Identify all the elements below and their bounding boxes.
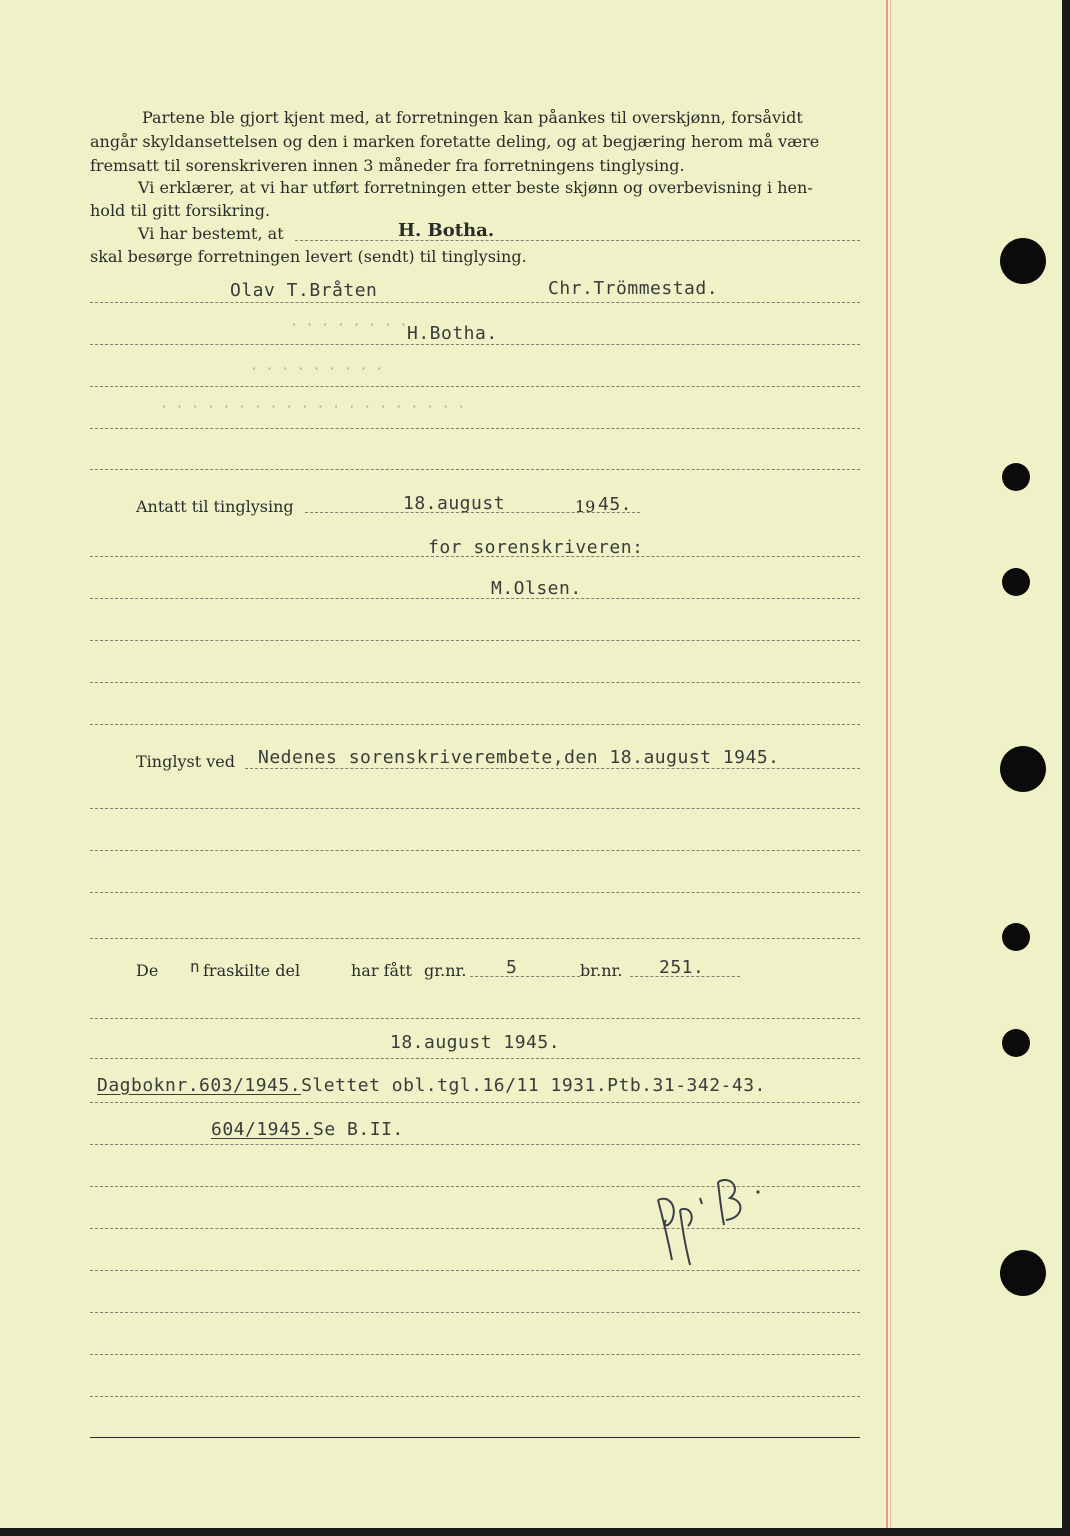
tinglyst-label: Tinglyst ved — [136, 752, 235, 771]
entry2-label: 604/1945. — [211, 1119, 314, 1140]
paragraph-line-3: fremsatt til sorenskriveren innen 3 måneder fra forretningens tinglysing. — [90, 156, 685, 175]
rule — [90, 682, 860, 683]
gnr-rule — [470, 976, 580, 977]
rule — [90, 1018, 860, 1019]
rule — [90, 1102, 860, 1103]
antatt-year-prefix: 19 — [575, 497, 596, 516]
bleed-through-mark: · · · · · · · · — [290, 318, 408, 333]
rule — [90, 302, 860, 303]
signature-center: H.Botha. — [407, 323, 498, 344]
rule — [90, 1144, 860, 1145]
frask-de: De — [136, 961, 159, 980]
signature-right: Chr.Trömmestad. — [548, 278, 719, 299]
entry2-text: Se B.II. — [313, 1119, 404, 1140]
rule — [90, 892, 860, 893]
punch-hole — [1002, 463, 1030, 491]
olsen-signature: M.Olsen. — [491, 578, 582, 599]
antatt-label: Antatt til tinglysing — [136, 497, 294, 516]
bestemt-name: H. Botha. — [398, 220, 495, 241]
dagbok-entry — [97, 1075, 766, 1096]
antatt-year-suffix: 45. — [598, 494, 633, 515]
rule — [90, 1396, 860, 1397]
rule — [90, 556, 860, 557]
rule — [90, 640, 860, 641]
rule — [90, 1058, 860, 1059]
rule — [90, 469, 860, 470]
rule — [90, 938, 860, 939]
bestemt-rule — [295, 240, 860, 241]
rule — [90, 1354, 860, 1355]
bleed-through-mark: · · · · · · · · · — [250, 362, 384, 377]
frask-fraskilte: fraskilte del — [203, 961, 301, 980]
tinglyst-rule — [245, 768, 860, 769]
for-sorenskriveren: for sorenskriveren: — [428, 537, 644, 558]
rule — [90, 808, 860, 809]
paragraph-line-1: Partene ble gjort kjent med, at forretningen kan påankes til overskjønn, forsåvidt — [142, 108, 803, 127]
margin-line-secondary — [890, 0, 891, 1528]
punch-hole — [1000, 238, 1046, 284]
date-2: 18.august 1945. — [390, 1032, 561, 1053]
punch-hole — [1002, 1029, 1030, 1057]
frask-gnr-label: gr.nr. — [424, 961, 467, 980]
dagbok-text: Slettet obl.tgl.16/11 1931.Ptb.31-342-43. — [301, 1075, 766, 1096]
punch-hole — [1000, 1250, 1046, 1296]
tinglyst-value: Nedenes sorenskriverembete,den 18.august 1945. — [258, 747, 780, 768]
margin-line — [886, 0, 888, 1528]
rule — [90, 428, 860, 429]
punch-hole — [1002, 568, 1030, 596]
handwritten-initials — [650, 1170, 770, 1280]
frask-n: n — [190, 957, 201, 976]
frask-har-fatt: har fått — [351, 961, 412, 980]
dagbok-label: Dagboknr.603/1945. — [97, 1075, 302, 1096]
rule — [90, 1312, 860, 1313]
rule — [90, 850, 860, 851]
paragraph-line-2: angår skyldansettelsen og den i marken foretatte deling, og at begjæring herom må være — [90, 132, 820, 151]
bestemt-prefix: Vi har bestemt, at — [138, 224, 284, 243]
punch-hole — [1002, 923, 1030, 951]
frask-bnr-label: br.nr. — [580, 961, 623, 980]
rule — [90, 386, 860, 387]
rule — [90, 344, 860, 345]
punch-hole — [1000, 746, 1046, 792]
frask-gnr: 5 — [506, 957, 518, 978]
paragraph-line-5: hold til gitt forsikring. — [90, 201, 271, 220]
entry-604 — [211, 1119, 404, 1140]
rule — [90, 598, 860, 599]
antatt-date: 18.august — [403, 493, 506, 514]
frask-bnr: 251. — [659, 957, 705, 978]
paragraph-line-4: Vi erklærer, at vi har utført forretningen etter beste skjønn og overbevisning i hen- — [138, 178, 813, 197]
bottom-rule — [90, 1437, 860, 1438]
rule — [90, 724, 860, 725]
besorge-line: skal besørge forretningen levert (sendt) til tinglysing. — [90, 247, 527, 266]
bleed-through-mark: · · · · · · · · · · · · · · · · · · · · — [160, 400, 466, 415]
signature-left: Olav T.Bråten — [230, 280, 378, 301]
